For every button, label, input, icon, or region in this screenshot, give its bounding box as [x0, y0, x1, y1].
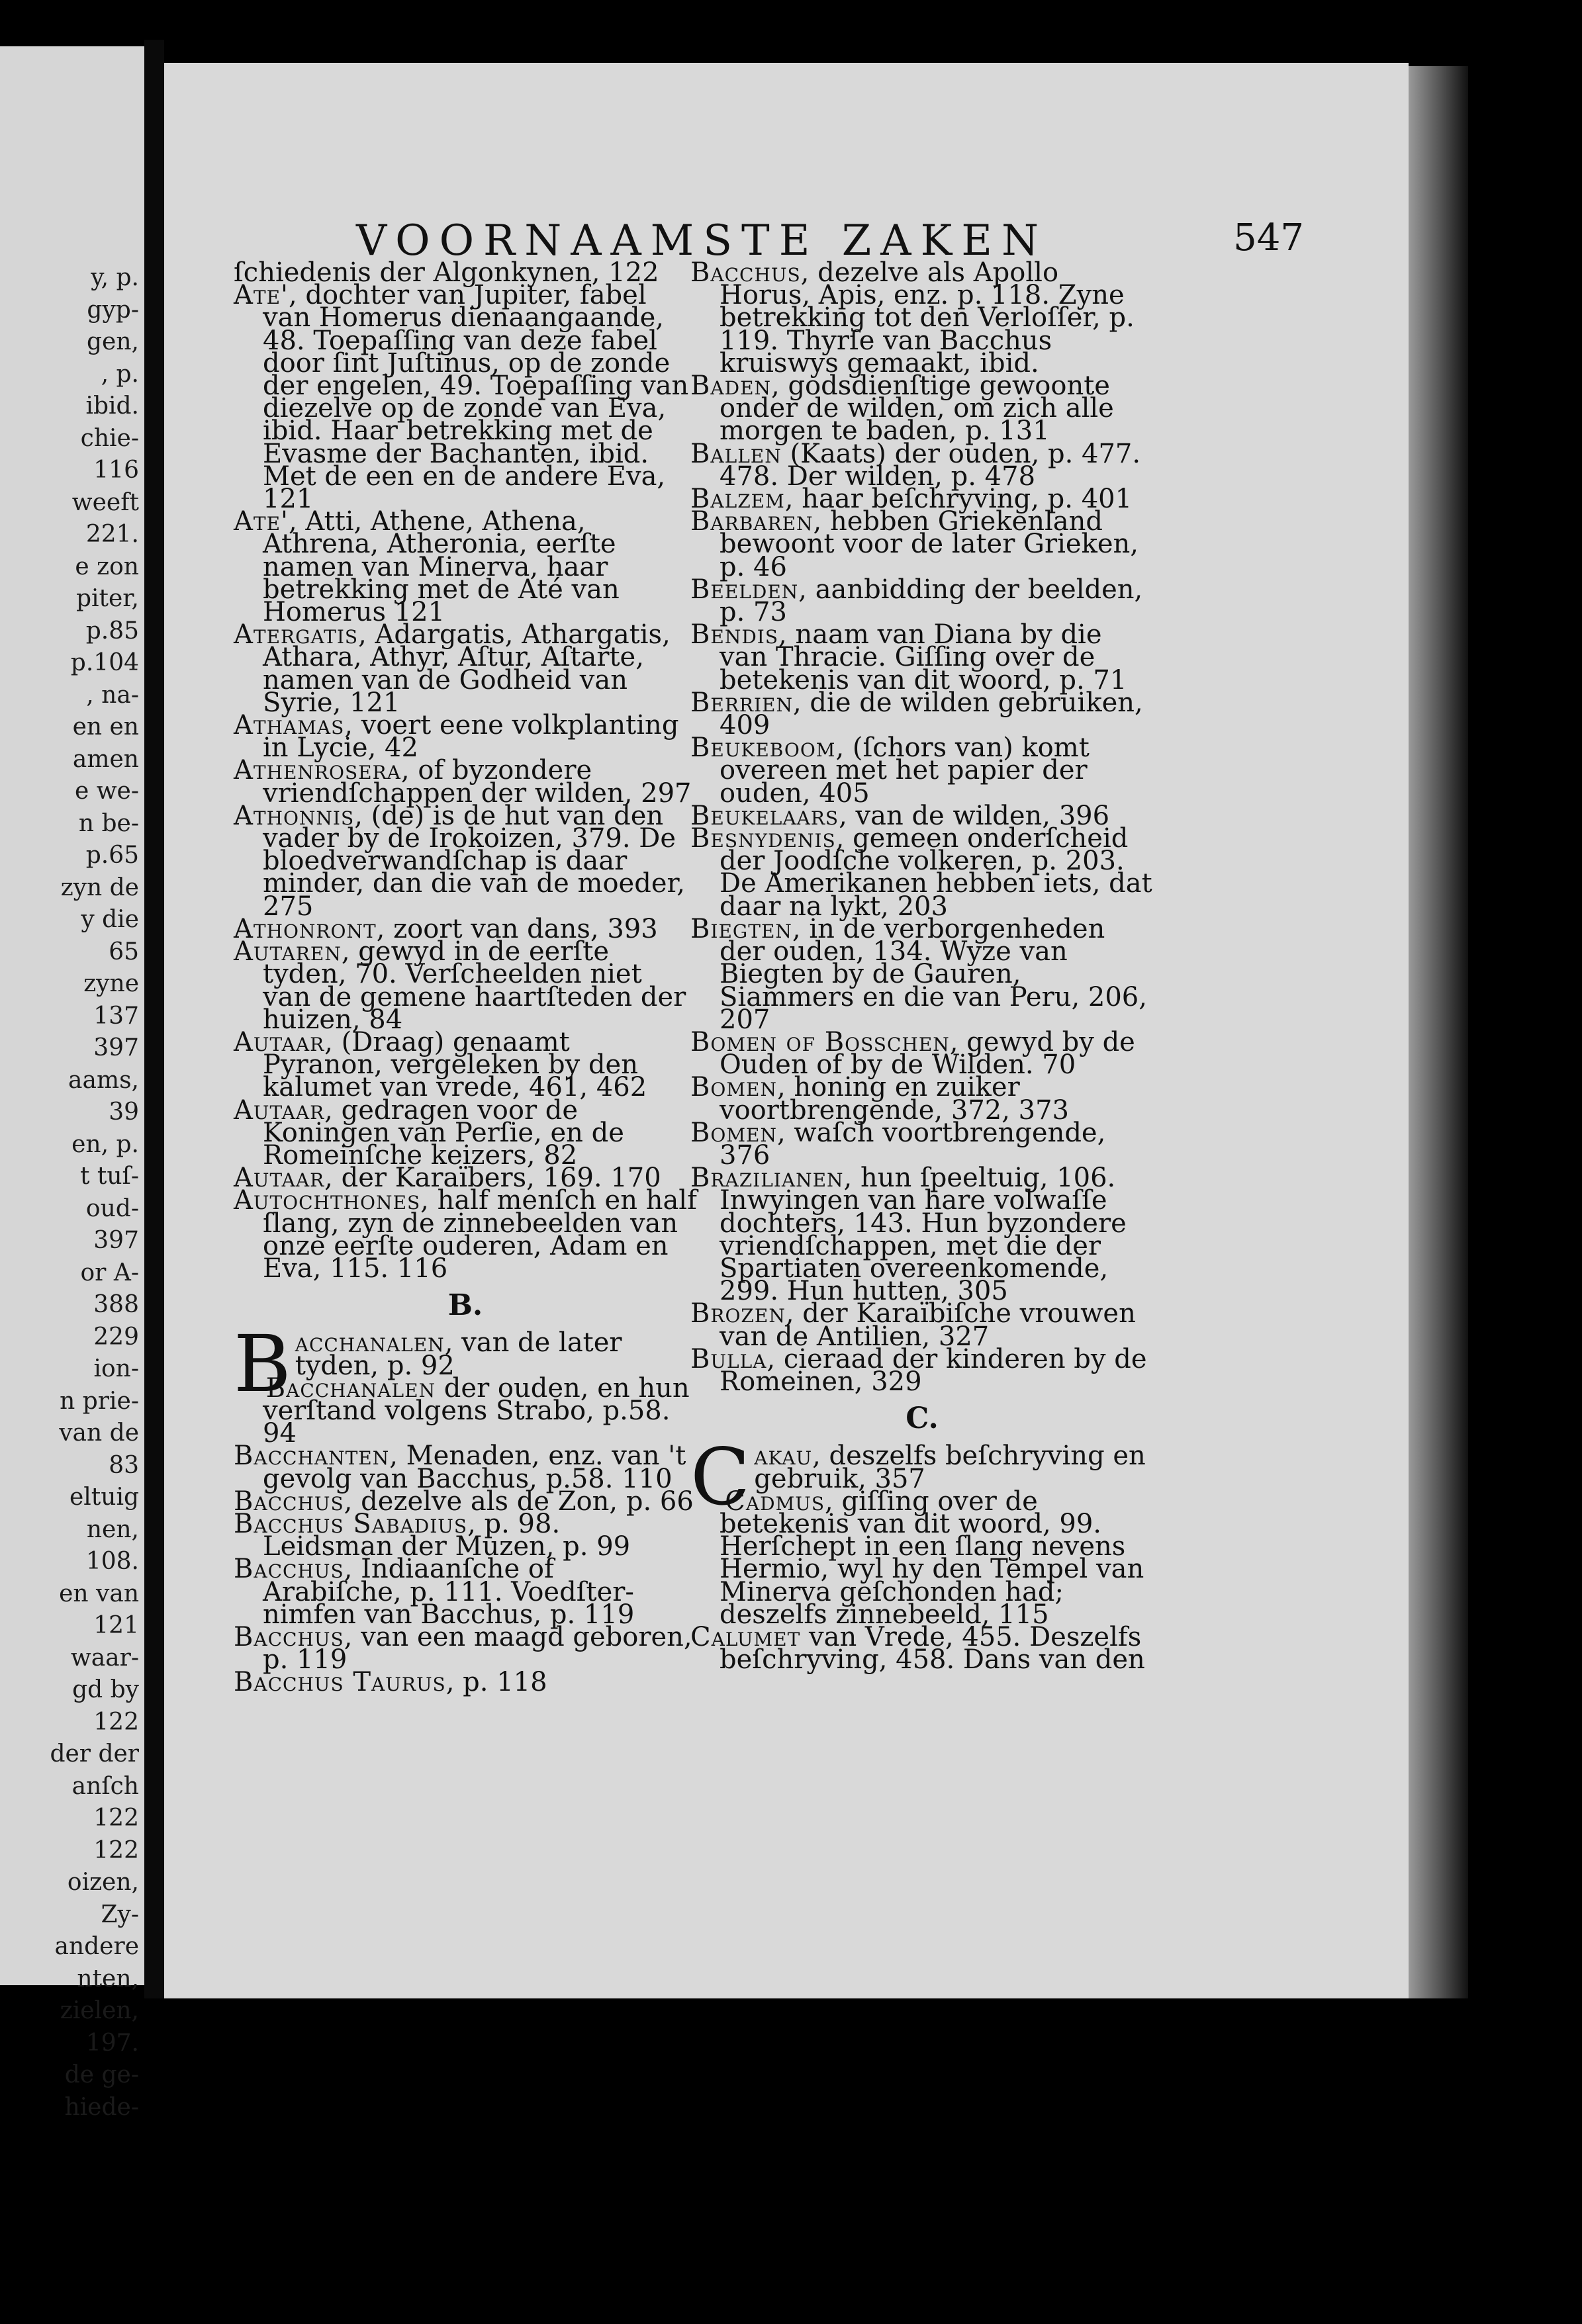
previous-page-fragment-line: 197. — [85, 2029, 139, 2057]
index-entry — [234, 936, 697, 1035]
index-entry-text: , p. 98. Leidsman der Muzen, p. 99 — [263, 1508, 631, 1562]
index-entry-text: , Menaden, enz. van 't gevolg van Bacchus, p.58. 110 — [263, 1441, 686, 1494]
section-letter: C. — [906, 1402, 939, 1436]
index-entry — [263, 1372, 697, 1449]
index-entry-headword: Autaar — [234, 1095, 325, 1126]
previous-page-fragment — [0, 46, 144, 2121]
index-entry — [234, 800, 697, 922]
index-entry-headword: Brozen — [690, 1298, 786, 1329]
previous-page-fragment-line: van de — [59, 1419, 139, 1447]
previous-page-fragment-line: 39 — [109, 1098, 139, 1126]
index-entry-text: , Indiaanſche of Arabiſche, p. 111. Voedſter-nimfen van Bacchus, p. 119 — [263, 1554, 635, 1630]
index-entry-text: , der Karaïbiſche vrouwen van de Antilien, 327 — [720, 1298, 1136, 1352]
previous-page-fragment-line: oud- — [85, 1194, 139, 1222]
index-entry-text: , godsdienſtige gewoonte onder de wilden, om zich alle morgen te baden, p. 131 — [720, 371, 1114, 447]
index-page — [164, 63, 1409, 1998]
index-entry-headword: Bacchanten — [234, 1441, 390, 1472]
index-entry-text: , Adargatis, Athargatis, Athara, Athyr, Aſtur, Aſtarte, namen van de Godheid van Syrie, 121 — [263, 619, 671, 718]
index-entry — [690, 506, 1154, 582]
index-entry-text: , of byzondere vriendſchappen der wilden, 297 — [263, 755, 692, 809]
index-column-left — [234, 257, 697, 1698]
previous-page-fragment-line: hiede- — [64, 2093, 139, 2121]
index-entry-text: , deszelfs beſchryving en gebruik, 357 — [754, 1441, 1146, 1494]
page-number: 547 — [1233, 216, 1304, 259]
section-letter: B. — [447, 1288, 483, 1323]
previous-page-fragment-line: y, p. — [91, 264, 139, 291]
previous-page-fragment-line: andere — [54, 1933, 139, 1960]
index-entry-headword: Ate' — [234, 506, 289, 537]
previous-page-fragment-line: 397 — [93, 1034, 139, 1061]
index-entry — [690, 913, 1154, 1035]
index-entry — [234, 1318, 697, 1410]
previous-page-fragment-line: piter, — [75, 585, 139, 612]
index-entry-headword: Beelden — [690, 574, 799, 605]
index-entry-headword: acchanalen — [295, 1327, 445, 1359]
index-entry-text: , gewyd by de Ouden of by de Wilden. 70 — [720, 1026, 1135, 1081]
previous-page-fragment-line: oizen, — [67, 1869, 139, 1896]
index-entry-text: , waſch voortbrengende, 376 — [720, 1117, 1106, 1171]
index-entry-text: van Vrede, 455. Deszelfs beſchryving, 458. Dans van den — [720, 1621, 1145, 1676]
index-entry-headword: Autochthones — [234, 1185, 421, 1216]
previous-page-fragment-line: weeft — [71, 488, 139, 516]
index-entry-headword: Ballen — [690, 438, 782, 469]
index-entry-headword: Athenrosera — [234, 755, 401, 786]
drop-capital: B — [234, 1318, 291, 1410]
book-gutter — [144, 40, 164, 1998]
index-entry-headword: Barbaren — [690, 506, 814, 537]
index-entry-text: ſchiedenis der Algonkynen, 122 — [234, 257, 659, 288]
index-entry-headword: Bacchus — [234, 1621, 344, 1652]
index-entry-headword: Ate' — [234, 280, 289, 311]
previous-page-fragment-line: en, p. — [71, 1130, 139, 1158]
index-entry-text: , gemeen onderſcheid der Joodſche volkeren, p. 203. De Amerikanen hebben iets, dat daar na lykt, 203 — [720, 823, 1152, 922]
index-entry — [234, 506, 697, 628]
index-entry-text: , (ſchors van) komt overeen met het papier der ouden, 405 — [720, 733, 1090, 809]
previous-page-fragment-line: amen — [72, 745, 139, 773]
index-entry — [690, 619, 1154, 695]
index-entry-text: , der Karaïbers, 169. 170 — [324, 1163, 661, 1194]
index-entry-headword: Bomen — [690, 1117, 777, 1148]
index-entry — [690, 574, 1154, 628]
index-entry — [234, 619, 697, 718]
index-entry-headword: Besnydenis — [690, 823, 836, 854]
previous-page-fragment-line: t tuſ- — [79, 1163, 139, 1190]
previous-page-fragment-line: 116 — [93, 457, 139, 484]
previous-page-fragment-line: 83 — [109, 1451, 139, 1479]
previous-page-fragment-line: , p. — [101, 360, 139, 388]
index-entry-headword: Biegten — [690, 913, 792, 944]
previous-page-fragment-line: 121 — [93, 1612, 139, 1639]
previous-page-fragment-line: 122 — [93, 1708, 139, 1736]
previous-page-fragment-line: 221. — [85, 521, 139, 548]
previous-page-fragment-line: zyn de — [60, 873, 139, 901]
previous-page-fragment-line: e zon — [75, 553, 139, 580]
previous-page-fragment-line: 65 — [109, 938, 139, 965]
previous-page-fragment-line: n prie- — [60, 1387, 139, 1415]
index-entry-text: , p. 118 — [445, 1667, 547, 1698]
index-entry-text: , hun ſpeeltuig, 106. Inwyingen van hare volwaſſe dochters, 143. Hun byzondere vriendſchappen, met die der Spartiaten overeenkomende, 299. Hun hutten, 305 — [720, 1163, 1127, 1307]
index-entry — [234, 1667, 697, 1698]
previous-page-fragment-line: 229 — [93, 1323, 139, 1351]
index-entry — [720, 1486, 1154, 1630]
index-entry-headword: Bacchus Taurus — [234, 1667, 446, 1698]
index-entry-headword: Berrien — [690, 687, 793, 718]
index-entry-headword: Bacchus — [234, 1554, 344, 1585]
index-entry-headword: Bulla — [690, 1343, 767, 1374]
index-entry — [690, 1117, 1154, 1171]
index-entry-text: , zoort van dans, 393 — [376, 913, 658, 944]
previous-page-fragment-line: 137 — [93, 1002, 139, 1030]
index-entry-text: , in de verborgenheden der ouden, 134. Wyze van Biegten by de Gauren, Siammers en die van Peru, 206, 207 — [720, 913, 1147, 1035]
index-entry-headword: Autaren — [234, 936, 342, 967]
index-entry-headword: Bacchus Sabadius — [234, 1508, 468, 1539]
index-entry-headword: Autaar — [234, 1163, 325, 1194]
previous-page-fragment-line: chie- — [80, 424, 139, 452]
previous-page-fragment-line: p.104 — [70, 649, 139, 676]
previous-page-fragment-line: p.85 — [85, 617, 139, 645]
index-entry-text: , voert eene volkplanting in Lycie, 42 — [263, 710, 679, 764]
previous-page-fragment-line: n be- — [78, 809, 139, 837]
index-entry-headword: Bacchus — [234, 1486, 344, 1517]
previous-page-fragment-line: y die — [81, 906, 139, 933]
index-entry — [234, 1508, 697, 1562]
previous-page-fragment-line: zyne — [83, 970, 139, 997]
index-entry-text: , dezelve als Apollo Horus, Apis, enz. p. 118. Zyne betrekking tot den Verloſſer, p. 119. Thyrſe van Bacchus kruiswys gemaakt, ibid. — [720, 257, 1135, 379]
index-entry — [690, 1298, 1154, 1352]
previous-page-fragment-line: anſch — [71, 1772, 139, 1800]
index-entry-text: , half menſch en half ſlang, zyn de zinnebeelden van onze eerſte ouderen, Adam en Eva, 115. 116 — [263, 1185, 697, 1284]
running-head-title: VOORNAAMSTE ZAKEN — [356, 216, 1048, 265]
previous-page-fragment-line: 122 — [93, 1836, 139, 1864]
previous-page-fragment-line: en van — [59, 1580, 139, 1607]
index-entry-headword: Calumet — [690, 1621, 801, 1652]
index-entry-text: , honing en zuiker voortbrengende, 372, 373 — [720, 1072, 1069, 1126]
index-entry-headword: Cadmus — [725, 1486, 825, 1517]
previous-page-fragment-line: eltuig — [69, 1484, 139, 1511]
index-entry-headword: Brazilianen — [690, 1163, 844, 1194]
index-entry-headword: Bomen of Bosschen — [690, 1026, 950, 1057]
index-entry-headword: Atergatis — [234, 619, 359, 650]
index-entry — [690, 257, 1154, 379]
index-entry — [234, 280, 697, 515]
index-entry-headword: Bomen — [690, 1072, 777, 1103]
previous-page-fragment-line: Zy- — [101, 1900, 139, 1928]
index-entry-headword: Bendis — [690, 619, 779, 650]
drop-capital: C — [690, 1431, 751, 1523]
index-entry-headword: Baden — [690, 371, 772, 402]
index-entry-headword: Athonnis — [234, 800, 355, 831]
previous-page-fragment-line: gd by — [72, 1676, 139, 1703]
index-entry-headword: Bacchanalen — [265, 1372, 436, 1404]
previous-page-fragment-line: 397 — [93, 1227, 139, 1254]
index-entry — [690, 1343, 1154, 1397]
index-entry-headword: Bacchus — [690, 257, 801, 288]
index-entry — [690, 1072, 1154, 1126]
index-entry — [690, 371, 1154, 447]
previous-page-fragment-line: ion- — [93, 1355, 139, 1382]
index-entry — [234, 1185, 697, 1284]
previous-page-fragment-line: 108. — [85, 1548, 139, 1575]
index-entry — [234, 755, 697, 809]
previous-page-fragment-line: ibid. — [85, 392, 139, 420]
index-entry-text: , die de wilden gebruiken, 409 — [720, 687, 1143, 741]
index-entry — [690, 1621, 1154, 1676]
previous-page-fragment-line: or A- — [80, 1259, 139, 1286]
index-entry-headword: akau — [754, 1441, 813, 1472]
index-entry-text: (Kaats) der ouden, p. 477. 478. Der wilden, p. 478 — [720, 438, 1141, 492]
index-entry-headword: Beukeboom — [690, 733, 836, 764]
previous-page-fragment-line: en en — [72, 713, 139, 740]
index-entry-text: , cieraad der kinderen by de Romeinen, 329 — [720, 1343, 1147, 1397]
index-entry-headword: Beukelaars — [690, 800, 839, 831]
index-entry — [690, 733, 1154, 809]
previous-page-fragment-line: waar- — [70, 1644, 139, 1672]
previous-page-fragment-line: der der — [50, 1740, 139, 1767]
index-entry-text: , giſſing over de betekenis van dit woord, 99. Herſchept in een ſlang nevens Hermio, wyl hy den Tempel van Minerva geſchonden had; deszelfs zinnebeeld, 115 — [720, 1486, 1144, 1630]
index-entry-text: , gewyd in de eerſte tyden, 70. Verſcheelden niet van de gemene haartſteden der huizen, 84 — [263, 936, 686, 1035]
previous-page-fragment-line: e we- — [74, 778, 139, 805]
index-entry — [234, 710, 697, 764]
previous-page-fragment-line: gyp- — [87, 296, 139, 324]
previous-page-fragment-line: nen, — [86, 1515, 139, 1543]
index-entry-text: , dezelve als de Zon, p. 66 — [344, 1486, 694, 1517]
previous-page-fragment-line: de ge- — [64, 2061, 139, 2088]
index-entry — [690, 438, 1154, 492]
index-entry-text: der ouden, en hun verſtand volgens Strabo, p.58. 94 — [263, 1372, 690, 1449]
index-entry-text: , van de later tyden, p. 92 — [295, 1327, 622, 1381]
index-entry-text: , dochter van Jupiter, fabel van Homerus dienaangaande, 48. Toepaſſing van deze fabel door ſint Juſtinus, op de zonde der engelen, 49. Toepaſſing van diezelve op de zonde van Eva, ibid. Haar betrekking met de Evasme der Bachanten, ibid. Met de een en de andere Eva, 121 — [263, 280, 689, 515]
previous-page-fragment-line: nten, — [77, 1965, 139, 1992]
index-entry — [234, 1095, 697, 1171]
index-entry-text: , hebben Griekenland bewoont voor de later Grieken, p. 46 — [720, 506, 1139, 582]
index-entry-headword: Balzem — [690, 484, 785, 515]
index-entry-headword: Athonront — [234, 913, 377, 944]
previous-page-fragment-line: gen, — [87, 328, 139, 355]
index-column-right — [690, 257, 1154, 1676]
previous-page-fragment-line: 122 — [93, 1805, 139, 1832]
previous-page-fragment-line: zielen, — [60, 1997, 139, 2024]
index-entry-text: , naam van Diana by die van Thracie. Giſſing over de betekenis van dit woord, p. 71 — [720, 619, 1127, 695]
index-entry-text: , (Draag) genaamt Pyranon, vergeleken by den kalumet van vrede, 461, 462 — [263, 1026, 647, 1103]
index-entry — [234, 1026, 697, 1103]
index-entry-text: , aanbidding der beelden, p. 73 — [720, 574, 1143, 628]
index-entry — [234, 1621, 697, 1676]
previous-page-fragment-line: , na- — [86, 681, 139, 709]
index-entry-text: , van een maagd geboren, p. 119 — [263, 1621, 692, 1676]
index-entry-text: , haar beſchryving, p. 401 — [784, 484, 1133, 515]
index-entry-text: , gedragen voor de Koningen van Perſie, en de Romeinſche keizers, 82 — [263, 1095, 624, 1171]
previous-page-fragment-line: 388 — [93, 1291, 139, 1318]
index-entry-headword: Athamas — [234, 710, 345, 741]
index-entry — [234, 1441, 697, 1494]
index-entry-text: , (de) is de hut van den vader by de Irokoizen, 379. De bloedverwandſchap is daar minder, dan die van de moeder, 275 — [263, 800, 685, 922]
previous-page-fragment-line: aams, — [68, 1066, 139, 1094]
index-entry-headword: Autaar — [234, 1026, 325, 1057]
previous-page-fragment-line: p.65 — [85, 842, 139, 869]
index-entry — [234, 1554, 697, 1630]
index-entry-text: , van de wilden, 396 — [839, 800, 1110, 831]
index-entry — [690, 1163, 1154, 1307]
index-entry — [690, 1026, 1154, 1081]
index-entry — [690, 687, 1154, 741]
index-entry — [690, 823, 1154, 922]
page-edge — [1409, 66, 1468, 1998]
index-entry-text: , Atti, Athene, Athena, Athrena, Atheronia, eerſte namen van Minerva, haar betrekking met de Até van Homerus 121 — [263, 506, 620, 628]
